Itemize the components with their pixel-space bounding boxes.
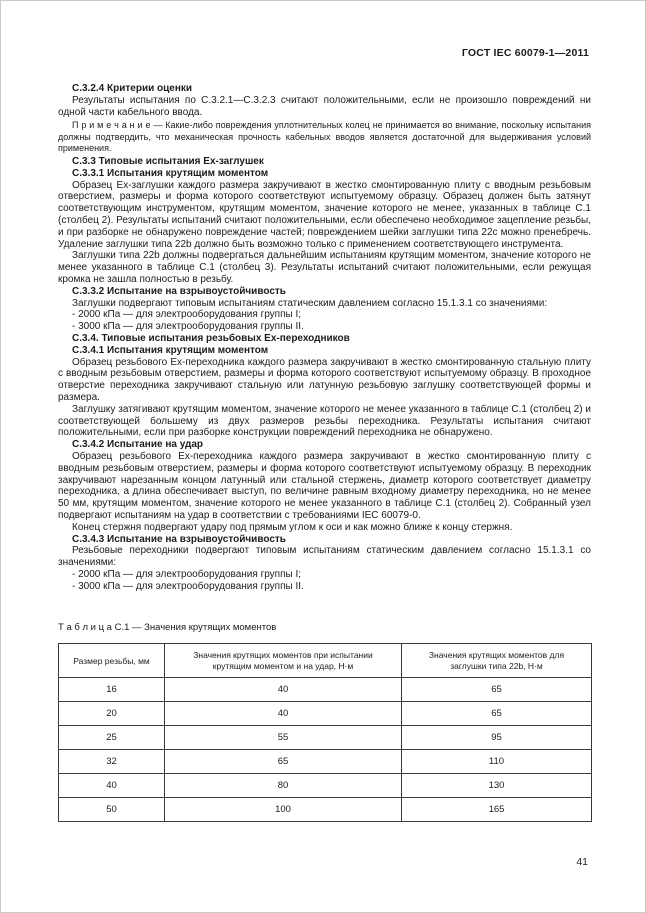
section-heading: С.3.4. Типовые испытания резьбовых Ех-переходников: [72, 332, 350, 344]
table-head-row: [59, 644, 592, 678]
table-header-cell: Значения крутящих моментов при испытании крутящим моментом и на удар, Н·м: [165, 644, 402, 678]
table-cell: 65: [402, 702, 592, 726]
paragraph: Конец стержня подвергают удару под прямым углом к оси и как можно ближе к концу стержня.: [72, 521, 513, 533]
table-header-cell: Размер резьбы, мм: [59, 644, 165, 678]
doc-code: ГОСТ IEC 60079-1—2011: [461, 47, 589, 59]
section-heading: С.3.3.2 Испытание на взрывоустойчивость: [72, 285, 286, 297]
table-row: [59, 750, 592, 774]
list-item: - 3000 кПа — для электрооборудования группы II.: [72, 321, 304, 333]
table-cell: 20: [59, 702, 165, 726]
document-content: [58, 83, 591, 822]
table-cell: 110: [402, 750, 592, 774]
table-cell: 32: [59, 750, 165, 774]
section-heading: С.3.3.1 Испытания крутящим моментом: [72, 167, 269, 179]
table-cell: 95: [402, 726, 592, 750]
paragraph: Заглушку затягивают крутящим моментом, значение которого не менее указанного в таблице С.1 (столбец 2) и соответствующей большему из двух размеров резьбы переходника. Результаты испытания считают положительными, если при разборке конструкции повреждений переходника не обнаружено.: [58, 403, 591, 439]
paragraph: Образец Ех-заглушки каждого размера закручивают в жестко смонтированную плиту с вводным резьбовым отверстием, размеры и форма которого соответствуют испытуемому образцу. Образец должен быть затянут соответствующим инструментом, крутящим моментом, значение которого не менее, указанных в таблице С.1 (столбец 2). Результаты испытаний считают положительными, если обеспечено необходимое зацепление резьбы, и при разборке не обнаружено повреждение частей; повреждением шейки заглушки типа 22с можно пренебречь. Удаление заглушки типа 22b должно быть возможно только с применением соответствующего инструмента.: [58, 179, 591, 250]
table-caption: Т а б л и ц а С.1 — Значения крутящих моментов: [58, 622, 277, 634]
list-item: - 2000 кПа — для электрооборудования группы I;: [72, 568, 302, 580]
list-item: - 3000 кПа — для электрооборудования группы II.: [72, 580, 304, 592]
note-paragraph: П р и м е ч а н и е — Какие-либо повреждения уплотнительных колец не принимается во внимание, поскольку испытания должны подтвердить, что механическая прочность кабельных вводов является достаточной для выдерживания условий применения.: [58, 120, 591, 153]
table-cell: 165: [402, 798, 592, 822]
table-cell: 16: [59, 678, 165, 702]
table-row: [59, 702, 592, 726]
table-cell: 100: [165, 798, 402, 822]
table-cell: 40: [165, 678, 402, 702]
table-row: [59, 774, 592, 798]
section-heading: С.3.2.4 Критерии оценки: [72, 83, 193, 94]
table-cell: 50: [59, 798, 165, 822]
table-cell: 130: [402, 774, 592, 798]
paragraph: Результаты испытания по С.3.2.1—С.3.2.3 считают положительными, если не произошло повреждений ни одной части кабельного ввода.: [58, 94, 591, 118]
paragraph: Заглушки типа 22b должны подвергаться дальнейшим испытаниям крутящим моментом, значение которого не менее указанного в таблице С.1 (столбец 3). Результаты испытаний считают положительными, если режущая кромка не зашла полностью в резьбу.: [58, 250, 591, 285]
torque-table: [58, 643, 592, 822]
section-heading: С.3.3 Типовые испытания Ех-заглушек: [72, 156, 264, 167]
table-row: [59, 726, 592, 750]
table-cell: 55: [165, 726, 402, 750]
paragraph: Образец резьбового Ех-переходника каждого размера закручивают в жестко смонтированную плиту с вводным резьбовым отверстием, размеры и форма которого соответствуют испытуемому образцу. В переходник закручивают нарезанным концом латунный или стальной стержень, диаметр которого соответствует диаметру переходника, а длина обеспечивает выступ, по величине равным входному диаметру переходника, но не менее 50 мм, крутящим моментом, значение которого не менее указанного в таблице С.1 (столбец 2). Собранный узел подвергают испытаниям на удар в соответствии с требованиями IEC 60079-0.: [58, 450, 591, 521]
table-cell: 25: [59, 726, 165, 750]
paragraph: Резьбовые переходники подвергают типовым испытаниям статическим давлением согласно 15.1.3.1 со значениями:: [58, 545, 591, 569]
paragraph: Образец резьбового Ех-переходника каждого размера закручивают в жестко смонтированную стальную плиту с вводным резьбовым отверстием, размеры и форма которого соответствуют испытуемому образцу. В проходное отверстие переходника закручивают стальную или латунную резьбовую заглушку соответствующей формы и размера.: [58, 356, 591, 403]
table-row: [59, 798, 592, 822]
table-header-cell: Значения крутящих моментов для заглушки типа 22b, Н·м: [402, 644, 592, 678]
section-heading: С.3.4.1 Испытания крутящим моментом: [72, 344, 269, 356]
paragraph: Заглушки подвергают типовым испытаниям статическим давлением согласно 15.1.3.1 со значениями:: [72, 297, 548, 309]
table-cell: 40: [165, 702, 402, 726]
page-number: 41: [576, 856, 588, 868]
table-cell: 65: [165, 750, 402, 774]
section-heading: С.3.4.2 Испытание на удар: [72, 439, 204, 451]
table-row: [59, 678, 592, 702]
section-heading: С.3.4.3 Испытание на взрывоустойчивость: [72, 533, 286, 545]
table-cell: 80: [165, 774, 402, 798]
table-cell: 65: [402, 678, 592, 702]
table-cell: 40: [59, 774, 165, 798]
list-item: - 2000 кПа — для электрооборудования группы I;: [72, 309, 302, 321]
table-body: [59, 678, 592, 822]
